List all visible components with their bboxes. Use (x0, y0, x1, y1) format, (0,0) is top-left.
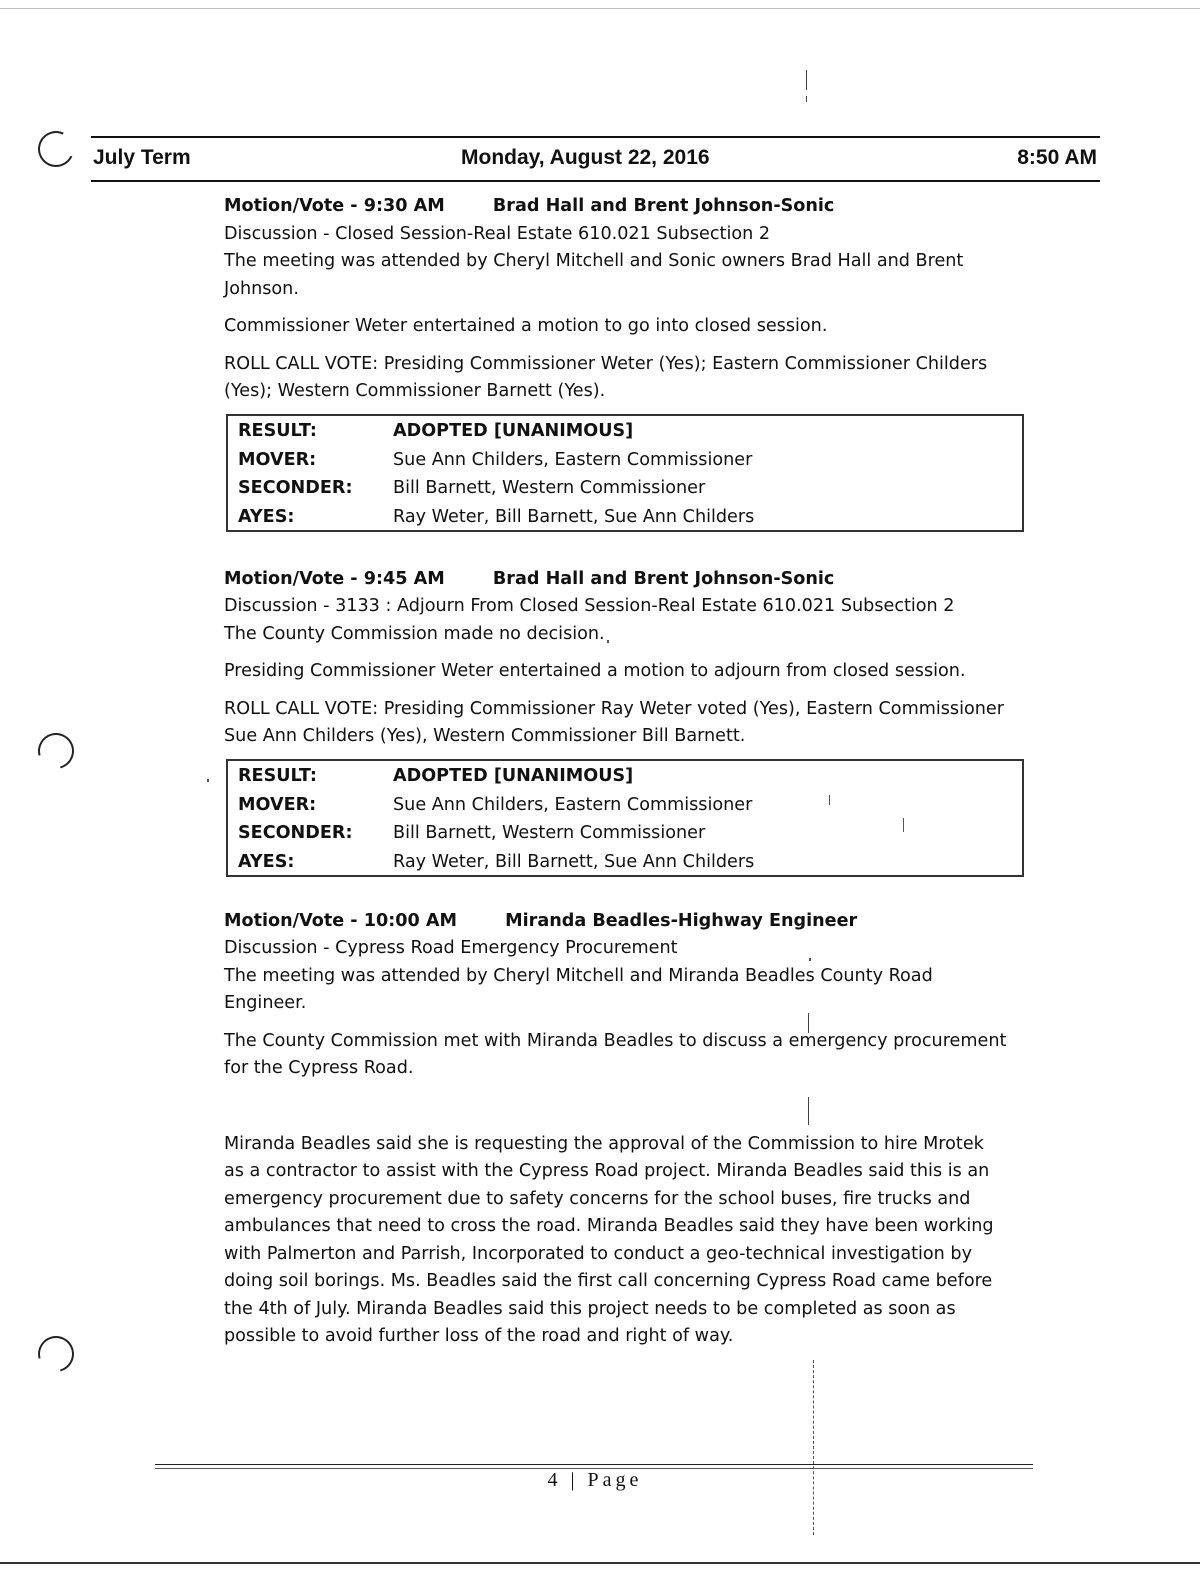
vote-row-result (238, 763, 1022, 792)
paragraph-line: emergency procurement due to safety concerns for the school buses, fire trucks and (224, 1188, 971, 1209)
paragraph-line: with Palmerton and Parrish, Incorporated to conduct a geo-technical investigation by (224, 1243, 972, 1264)
motion-item (224, 908, 1034, 1351)
motion-discussion: Discussion - 3133 : Adjourn From Closed Session-Real Estate 610.021 Subsection 2 (224, 596, 955, 616)
vote-value: Ray Weter, Bill Barnett, Sue Ann Childers (393, 851, 755, 872)
motion-time: 9:45 AM (363, 568, 445, 589)
vote-key: AYES: (238, 851, 295, 872)
motion-label: Motion/Vote - (224, 910, 358, 931)
vote-row-ayes (238, 503, 1022, 532)
vote-value: Sue Ann Childers, Eastern Commissioner (393, 794, 753, 815)
entertained-motion: Presiding Commissioner Weter entertained a motion to adjourn from closed session. (224, 661, 966, 681)
attendance-line: Engineer. (224, 993, 307, 1013)
attendance-line: Johnson. (224, 278, 299, 299)
scan-mark (806, 70, 807, 90)
vote-row-result (238, 418, 1022, 447)
vote-row-mover (238, 446, 1022, 475)
scan-mark (806, 96, 807, 102)
scan-mark (813, 1360, 814, 1535)
vote-result-table (226, 414, 1024, 532)
roll-call-line: ROLL CALL VOTE: Presiding Commissioner Weter (Yes); Eastern Commissioner Childers (224, 353, 988, 374)
vote-value: ADOPTED [UNANIMOUS] (393, 766, 634, 786)
hole-punch-mark (31, 1329, 80, 1378)
paragraph-line: possible to avoid further loss of the road and right of way. (224, 1326, 734, 1346)
paragraph-line: the 4th of July. Miranda Beadles said this project needs to be completed as soon as (224, 1298, 956, 1319)
roll-call-line: ROLL CALL VOTE: Presiding Commissioner Ray Weter voted (Yes), Eastern Commissioner (224, 698, 1004, 719)
summary-line: The County Commission met with Miranda Beadles to discuss a emergency procurement (224, 1030, 1007, 1051)
vote-row-seconder (238, 820, 1022, 849)
motion-time: 10:00 AM (363, 910, 457, 931)
vote-value: Ray Weter, Bill Barnett, Sue Ann Childers (393, 506, 755, 527)
hole-punch-mark (31, 726, 80, 775)
vote-row-seconder (238, 475, 1022, 504)
vote-value: Bill Barnett, Western Commissioner (393, 478, 706, 498)
motion-item (224, 566, 1034, 877)
paragraph-line: doing soil borings. Ms. Beadles said the first call concerning Cypress Road came before (224, 1271, 993, 1291)
motion-discussion: Discussion - Closed Session-Real Estate 610.021 Subsection 2 (224, 223, 771, 244)
header-rule-top (91, 136, 1100, 138)
vote-key: RESULT: (238, 766, 317, 786)
minutes-body (224, 193, 1034, 1351)
header-term: July Term (93, 146, 191, 169)
summary-line: for the Cypress Road. (224, 1058, 414, 1078)
scan-bottom-edge (0, 1562, 1200, 1564)
vote-key: SECONDER: (238, 823, 353, 843)
roll-call-vote (224, 696, 1034, 751)
meeting-summary (224, 1028, 1034, 1083)
motion-label: Motion/Vote - (224, 196, 358, 216)
paragraph-line: as a contractor to assist with the Cypress Road project. Miranda Beadles said this is an (224, 1161, 990, 1181)
vote-value: Bill Barnett, Western Commissioner (393, 823, 706, 843)
vote-result-table (226, 759, 1024, 877)
motion-title (224, 908, 1034, 936)
footer-rule (155, 1464, 1033, 1465)
motion-subject: Brad Hall and Brent Johnson-Sonic (492, 196, 835, 216)
entertained-motion: Commissioner Weter entertained a motion to go into closed session. (224, 316, 828, 336)
hole-punch-mark (33, 126, 79, 172)
paragraph-line: Miranda Beadles said she is requesting the approval of the Commission to hire Mrotek (224, 1133, 984, 1154)
roll-call-line: (Yes); Western Commissioner Barnett (Yes). (224, 381, 606, 401)
vote-key: RESULT: (238, 421, 317, 441)
vote-key: AYES: (238, 506, 295, 527)
header-date: Monday, August 22, 2016 (461, 146, 710, 169)
vote-row-mover (238, 791, 1022, 820)
vote-key: SECONDER: (238, 478, 353, 498)
motion-subject: Brad Hall and Brent Johnson-Sonic (492, 568, 835, 589)
decision-line: The County Commission made no decision. (224, 623, 605, 644)
header-rule-bottom (91, 180, 1100, 182)
motion-time: 9:30 AM (363, 196, 445, 216)
vote-key: MOVER: (238, 794, 317, 815)
motion-label: Motion/Vote - (224, 568, 358, 589)
roll-call-line: Sue Ann Childers (Yes), Western Commissioner Bill Barnett. (224, 726, 746, 746)
vote-row-ayes (238, 848, 1022, 877)
scan-speck (207, 779, 209, 782)
roll-call-vote (224, 351, 1034, 406)
attendance-line: The meeting was attended by Cheryl Mitchell and Sonic owners Brad Hall and Brent (224, 251, 964, 271)
page-number: 4 | Page (547, 1469, 643, 1491)
motion-discussion: Discussion - Cypress Road Emergency Procurement (224, 938, 678, 958)
motion-title (224, 193, 1034, 221)
header-time: 8:50 AM (1017, 146, 1097, 169)
vote-value: ADOPTED [UNANIMOUS] (393, 421, 634, 441)
vote-key: MOVER: (238, 449, 317, 470)
motion-item (224, 193, 1034, 532)
page-header (93, 146, 1097, 176)
motion-subject: Miranda Beadles-Highway Engineer (505, 910, 858, 931)
request-paragraph (224, 1131, 1034, 1351)
motion-title (224, 566, 1034, 594)
paragraph-line: ambulances that need to cross the road. Miranda Beadles said they have been working (224, 1216, 994, 1236)
attendance-line: The meeting was attended by Cheryl Mitchell and Miranda Beadles County Road (224, 965, 933, 986)
scan-top-edge (0, 8, 1200, 9)
vote-value: Sue Ann Childers, Eastern Commissioner (393, 449, 753, 470)
